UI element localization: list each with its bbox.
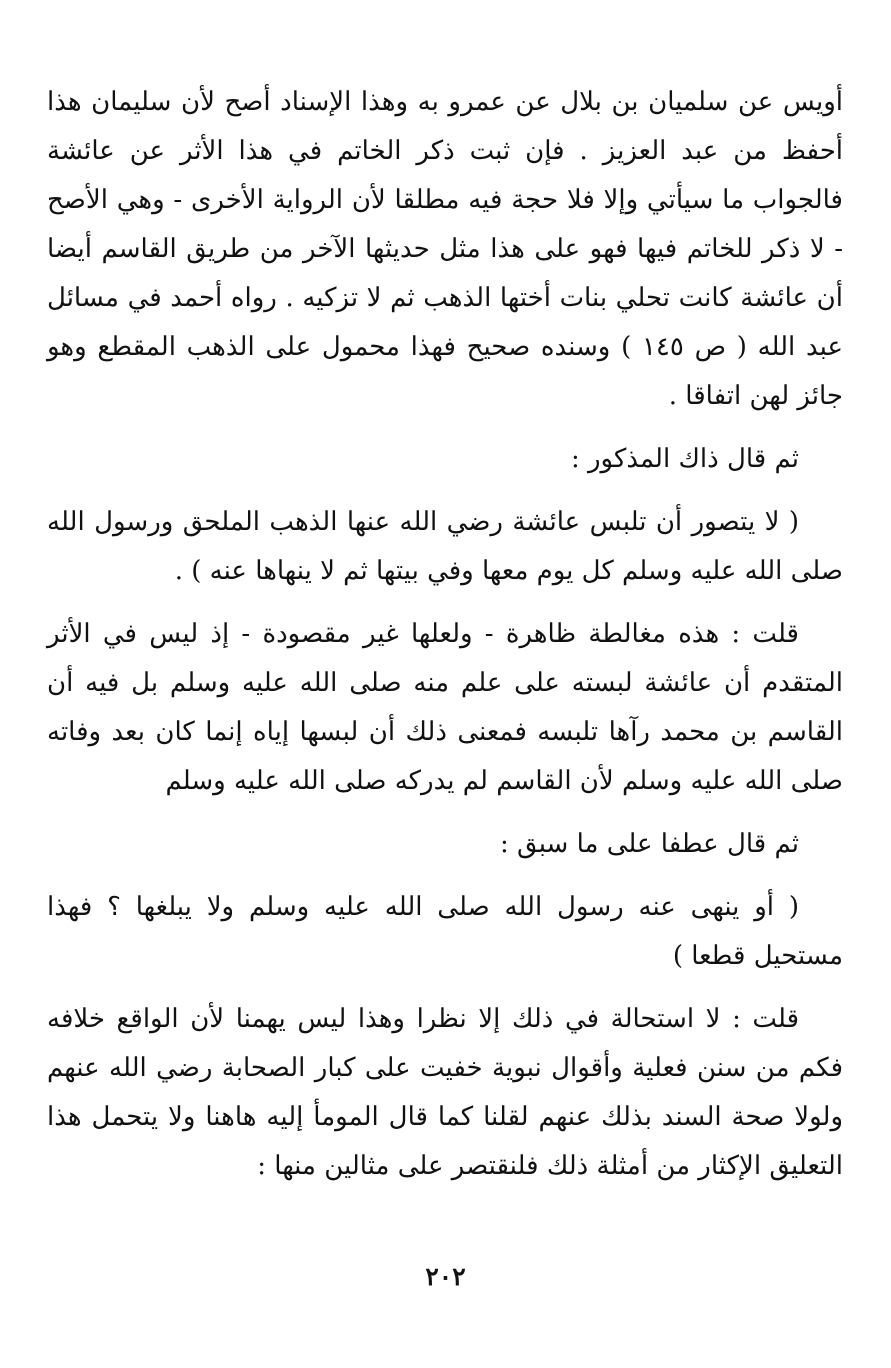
paragraph-7: قلت : لا استحالة في ذلك إلا نظرا وهذا ليس يهمنا لأن الواقع خلافه فكم من سنن فعلية وأقوال نبوية خفيت على كبار الصحابة رضي الله عنهم ولولا صحة السند بذلك عنهم لقلنا كما قال المومأ إليه هاهنا ولا يتحمل هذا التعليق الإكثار من أمثلة ذلك فلنقتصر على مثالين منها : (47, 1004, 843, 1181)
paragraph-1: أويس عن سلميان بن بلال عن عمرو به وهذا الإسناد أصح لأن سليمان هذا أحفظ من عبد العزيز . فإن ثبت ذكر الخاتم في هذا الأثر عن عائشة فالجواب ما سيأتي وإلا فلا حجة فيه مطلقا لأن الرواية الأخرى - وهي الأصح - لا ذكر للخاتم فيها فهو على هذا مثل حديثها الآخر من طريق القاسم أيضا أن عائشة كانت تحلي بنات أختها الذهب ثم لا تزكيه . رواه أحمد في مسائل عبد الله ( ص ١٤٥ ) وسنده صحيح فهذا محمول على الذهب المقطع وهو جائز لهن اتفاقا . (47, 87, 844, 411)
body-text (47, 78, 843, 1191)
paragraph-6: ( أو ينهى عنه رسول الله صلى الله عليه وسلم ولا يبلغها ؟ فهذا مستحيل قطعا ) (47, 892, 843, 971)
paragraph-5: ثم قال عطفا على ما سبق : (500, 829, 799, 859)
page-number: ٢٠٢ (425, 1262, 466, 1291)
paragraph-3: ( لا يتصور أن تلبس عائشة رضي الله عنها الذهب الملحق ورسول الله صلى الله عليه وسلم كل يوم معها وفي بيتها ثم لا ينهاها عنه ) . (47, 507, 843, 586)
paragraph-4: قلت : هذه مغالطة ظاهرة - ولعلها غير مقصودة - إذ ليس في الأثر المتقدم أن عائشة لبسته على علم منه صلى الله عليه وسلم بل فيه أن القاسم بن محمد رآها تلبسه فمعنى ذلك أن لبسها إياه إنما كان بعد وفاته صلى الله عليه وسلم لأن القاسم لم يدركه صلى الله عليه وسلم (47, 619, 843, 796)
paragraph-2: ثم قال ذاك المذكور : (570, 444, 799, 474)
